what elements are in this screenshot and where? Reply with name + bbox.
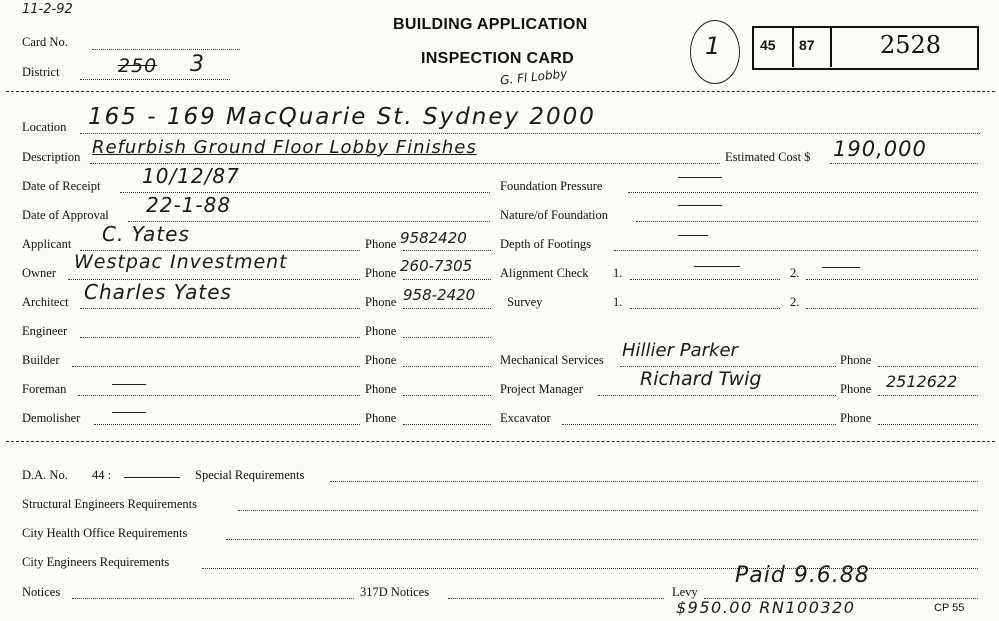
footer-note: $950.00 RN100320 [676,598,856,617]
alignment-check-num1: 1. [613,266,623,280]
structural-engineers-label: Structural Engineers Requirements [22,497,197,511]
district-line [80,79,230,80]
project-manager-label: Project Manager [500,382,583,396]
form-title: BUILDING APPLICATION [393,16,588,33]
nature-of-foundation-label: Nature/of Foundation [500,208,608,222]
special-requirements-label: Special Requirements [195,468,305,482]
builder-phone-label: Phone [365,353,397,367]
excavator-phone-label: Phone [840,411,872,425]
depth-of-footings-label: Depth of Footings [500,237,591,251]
foundation-pressure-label: Foundation Pressure [500,179,603,193]
survey-num2: 2. [790,295,800,309]
alignment-check-blank2 [822,267,860,268]
form-code: CP 55 [934,602,965,614]
demolisher-label: Demolisher [22,411,81,425]
circled-number: 1 [705,32,722,60]
survey-num1: 1. [613,295,623,309]
applicant-phone-line [403,250,491,251]
location-value: 165 - 169 MacQuarie St. Sydney 2000 [88,104,596,130]
date-of-receipt-value: 10/12/87 [142,164,240,188]
da-no-blank [124,477,180,478]
top-note: 11-2-92 [22,2,73,17]
levy-value: Paid 9.6.88 [735,563,870,588]
notices-317d-label: 317D Notices [360,585,430,599]
owner-phone-label: Phone [365,266,397,280]
box-code-b: 87 [799,37,815,53]
city-health-line [226,539,978,540]
applicant-value: C. Yates [102,222,190,246]
alignment-check-blank1 [694,266,740,267]
nature-of-foundation-line [636,221,978,222]
project-manager-phone-label: Phone [840,382,872,396]
header-divider [6,91,995,92]
alignment-check-num2: 2. [790,266,800,280]
demolisher-blank-mark [112,412,146,413]
excavator-label: Excavator [500,411,551,425]
alignment-check-line2 [806,279,978,280]
owner-phone-line [403,279,491,280]
description-label: Description [22,150,81,164]
form-subtitle: INSPECTION CARD [421,50,574,67]
notices-label: Notices [22,585,61,599]
district-label: District [22,65,60,79]
project-manager-phone-value: 2512622 [886,372,958,391]
estimated-cost-label: Estimated Cost $ [725,150,811,164]
estimated-cost-line [830,163,978,164]
project-manager-value: Richard Twig [640,368,762,390]
card-no-label: Card No. [22,35,68,49]
notices-line [72,598,354,599]
builder-line [72,366,360,367]
architect-phone-value: 958-2420 [403,286,476,304]
architect-line [80,308,360,309]
location-line [80,133,980,134]
da-no-label: D.A. No. [22,468,68,482]
description-value: Refurbish Ground Floor Lobby Finishes [92,137,477,158]
survey-line1 [630,308,780,309]
depth-of-footings-line [614,250,978,251]
card-no-line [92,49,240,50]
special-requirements-line [330,481,978,482]
alignment-check-label: Alignment Check [500,266,589,280]
notices-317d-line [448,598,664,599]
builder-label: Builder [22,353,60,367]
mechanical-phone-line [878,366,978,367]
excavator-phone-line [878,424,978,425]
mechanical-services-value: Hillier Parker [622,340,738,361]
demolisher-line [94,424,360,425]
structural-engineers-line [238,510,978,511]
lobby-note: G. Fl Lobby [499,66,568,88]
survey-line2 [806,308,978,309]
foundation-pressure-line [628,192,978,193]
survey-label: Survey [507,295,543,309]
owner-label: Owner [22,266,57,280]
applicant-phone-label: Phone [365,237,397,251]
engineer-label: Engineer [22,324,68,338]
project-manager-phone-line [878,395,978,396]
levy-label: Levy [672,585,698,599]
location-label: Location [22,120,67,134]
architect-value: Charles Yates [84,280,232,304]
engineer-phone-line [403,337,491,338]
architect-phone-line [403,308,491,309]
architect-phone-label: Phone [365,295,397,309]
engineer-line [80,337,360,338]
date-of-receipt-label: Date of Receipt [22,179,101,193]
foreman-line [78,395,360,396]
city-health-label: City Health Office Requirements [22,526,188,540]
city-engineers-label: City Engineers Requirements [22,555,170,569]
box-divider-2 [830,27,832,67]
excavator-line [562,424,836,425]
estimated-cost-value: 190,000 [833,137,927,161]
demolisher-phone-label: Phone [365,411,397,425]
card-number: 2528 [880,31,942,59]
box-code-a: 45 [760,37,776,53]
applicant-label: Applicant [22,237,72,251]
nature-of-foundation-blank [678,205,722,206]
engineer-phone-label: Phone [365,324,397,338]
card-number-box [752,26,979,70]
middle-divider [6,441,995,442]
foreman-label: Foreman [22,382,67,396]
district-value: 3 [190,52,205,77]
foreman-phone-label: Phone [365,382,397,396]
mechanical-services-label: Mechanical Services [500,353,604,367]
applicant-phone-value: 9582420 [400,229,467,247]
date-of-approval-label: Date of Approval [22,208,109,222]
district-struck-value: 250 [118,55,158,77]
mechanical-services-line [620,366,836,367]
foreman-phone-line [403,395,491,396]
box-divider-1 [792,27,794,67]
da-no-value: 44 : [92,468,112,482]
alignment-check-line1 [630,279,780,280]
builder-phone-line [403,366,491,367]
foreman-blank-mark [112,384,146,385]
owner-phone-value: 260-7305 [400,257,473,275]
foundation-pressure-blank [678,177,722,178]
depth-of-footings-blank [678,235,708,236]
mechanical-phone-label: Phone [840,353,872,367]
owner-value: Westpac Investment [74,251,288,273]
architect-label: Architect [22,295,69,309]
demolisher-phone-line [403,424,491,425]
project-manager-line [598,395,836,396]
date-of-approval-value: 22-1-88 [146,193,232,217]
